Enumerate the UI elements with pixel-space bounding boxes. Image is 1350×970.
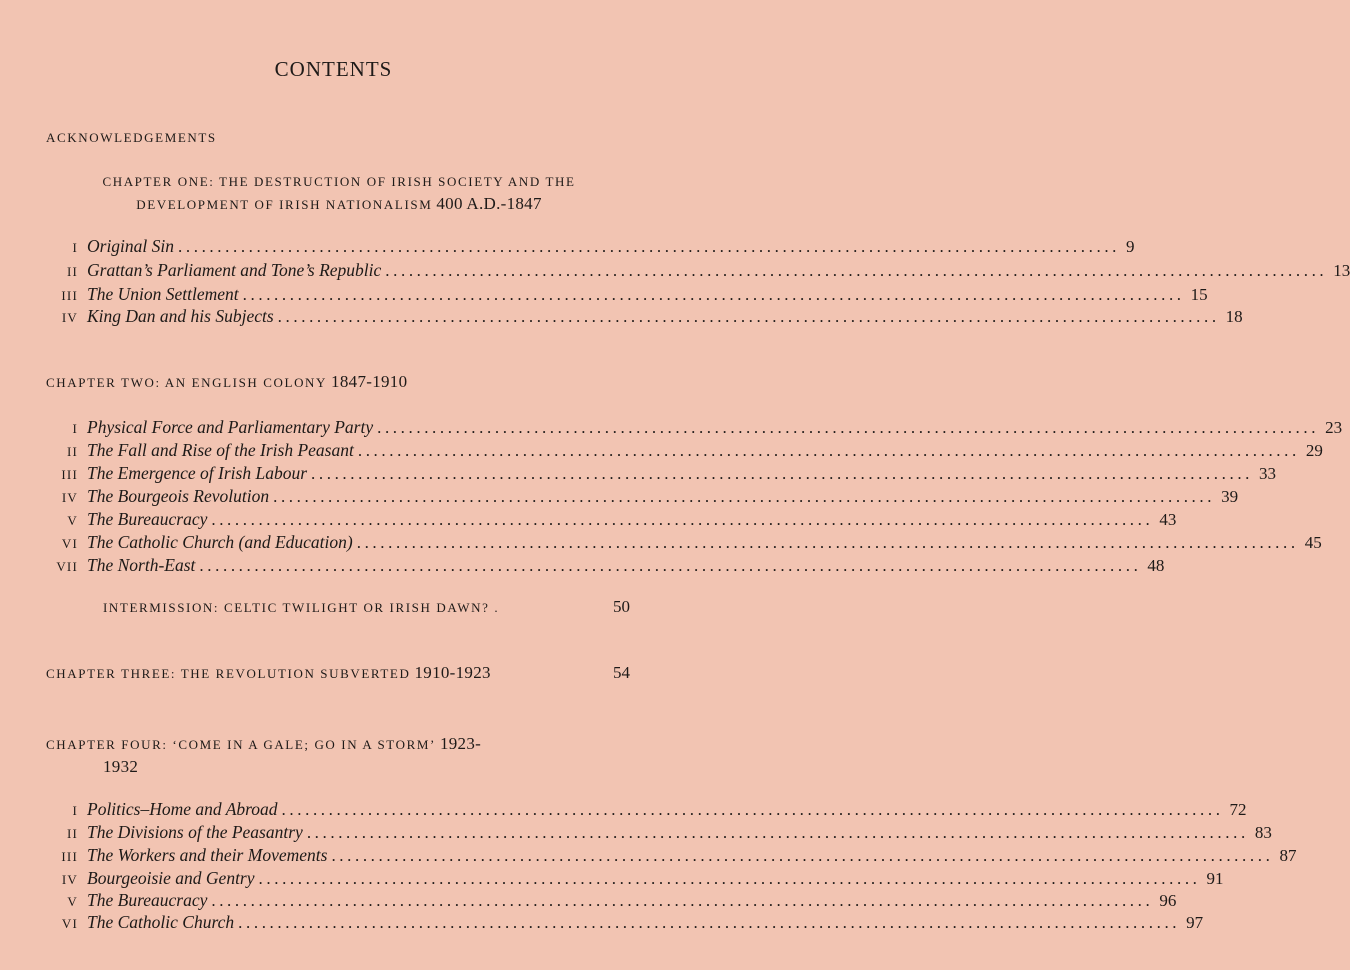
entry-number: I bbox=[72, 421, 78, 436]
toc-entry bbox=[30, 235, 1135, 257]
entry-page: 33 bbox=[1259, 464, 1277, 483]
dot-leader: ........................................................................................................................ bbox=[306, 823, 1249, 842]
entry-page: 9 bbox=[1126, 237, 1135, 256]
toc-entry bbox=[30, 462, 1277, 484]
chapter-one-heading-line2 bbox=[46, 193, 632, 216]
entry-page: 45 bbox=[1304, 533, 1322, 552]
dot-leader: ........................................................................................................................ bbox=[385, 261, 1328, 280]
entry-page: 43 bbox=[1159, 510, 1177, 529]
intermission-title: INTERMISSION: CELTIC TWILIGHT OR IRISH DAWN? . bbox=[103, 600, 500, 615]
entry-number: V bbox=[67, 894, 78, 909]
toc-entry bbox=[30, 508, 1177, 530]
entry-title: The Workers and their Movements bbox=[87, 845, 328, 865]
intermission-page: 50 bbox=[613, 597, 630, 616]
toc-entry bbox=[30, 889, 1177, 911]
entry-title: The Bureaucracy bbox=[87, 890, 208, 910]
toc-entry bbox=[30, 485, 1239, 507]
chapter-one-heading-caps: DEVELOPMENT OF IRISH NATIONALISM bbox=[136, 197, 433, 212]
entry-page: 72 bbox=[1229, 800, 1247, 819]
chapter-two-dates: 1847-1910 bbox=[331, 372, 408, 391]
toc-entry bbox=[30, 416, 1343, 438]
entry-title: The Bureaucracy bbox=[87, 509, 208, 529]
entry-page: 18 bbox=[1225, 307, 1243, 326]
toc-entry bbox=[30, 554, 1165, 576]
toc-entry bbox=[30, 439, 1323, 461]
entry-title: Original Sin bbox=[87, 236, 175, 256]
chapter-four-heading-line2 bbox=[103, 756, 303, 779]
acknowledgements-heading: ACKNOWLEDGEMENTS bbox=[46, 130, 217, 145]
dot-leader: ........................................................................................................................ bbox=[273, 487, 1216, 506]
chapter-three-heading bbox=[46, 662, 607, 685]
dot-leader: ........................................................................................................................ bbox=[377, 418, 1320, 437]
entry-number: II bbox=[66, 264, 78, 279]
entry-number: II bbox=[66, 444, 78, 459]
chapter-two-heading-caps: CHAPTER TWO: AN ENGLISH COLONY bbox=[46, 375, 328, 390]
toc-entry bbox=[30, 911, 1204, 933]
entry-number: VI bbox=[61, 536, 78, 551]
toc-entry bbox=[30, 867, 1224, 889]
entry-number: V bbox=[67, 513, 78, 528]
entry-page: 15 bbox=[1190, 285, 1208, 304]
entry-page: 23 bbox=[1325, 418, 1343, 437]
entry-number: IV bbox=[61, 872, 78, 887]
entry-page: 29 bbox=[1305, 441, 1323, 460]
entry-number: IV bbox=[61, 310, 78, 325]
chapter-four-heading-line1 bbox=[46, 733, 632, 756]
dot-leader: ........................................................................................................................ bbox=[211, 510, 1154, 529]
entry-number: VII bbox=[56, 559, 78, 574]
entry-title: The North-East bbox=[87, 555, 196, 575]
entry-title: The Catholic Church bbox=[87, 912, 235, 932]
chapter-one-heading-line1: CHAPTER ONE: THE DESTRUCTION OF IRISH SOCIETY AND THE bbox=[102, 174, 576, 189]
entry-page: 97 bbox=[1186, 913, 1204, 932]
chapter-four-dates-end: 1932 bbox=[103, 757, 139, 776]
dot-leader: ........................................................................................................................ bbox=[357, 441, 1300, 460]
contents-title: CONTENTS bbox=[274, 57, 393, 81]
toc-entry bbox=[30, 531, 1322, 553]
intermission-entry bbox=[103, 596, 630, 618]
toc-entry bbox=[30, 798, 1247, 820]
entry-page: 83 bbox=[1254, 823, 1272, 842]
toc-entry bbox=[30, 844, 1297, 866]
entry-page: 91 bbox=[1206, 869, 1224, 888]
chapter-three-heading-caps: CHAPTER THREE: THE REVOLUTION SUBVERTED bbox=[46, 666, 411, 681]
entry-number: I bbox=[72, 803, 78, 818]
entry-number: VI bbox=[61, 916, 78, 931]
toc-entry bbox=[30, 259, 1350, 281]
entry-title: Grattan’s Parliament and Tone’s Republic bbox=[87, 260, 382, 280]
dot-leader: ........................................................................................................................ bbox=[277, 307, 1220, 326]
dot-leader: ........................................................................................................................ bbox=[178, 237, 1121, 256]
chapter-four-heading-caps: CHAPTER FOUR: ‘COME IN A GALE; GO IN A STORM’ bbox=[46, 737, 436, 752]
entry-page: 87 bbox=[1279, 846, 1297, 865]
entry-title: Bourgeoisie and Gentry bbox=[87, 868, 255, 888]
entry-title: Politics–Home and Abroad bbox=[87, 799, 278, 819]
entry-title: The Catholic Church (and Education) bbox=[87, 532, 353, 552]
dot-leader: ........................................................................................................................ bbox=[238, 913, 1181, 932]
dot-leader: ........................................................................................................................ bbox=[242, 285, 1185, 304]
entry-page: 48 bbox=[1147, 556, 1165, 575]
entry-title: The Bourgeois Revolution bbox=[87, 486, 270, 506]
chapter-three-dates: 1910-1923 bbox=[414, 663, 491, 682]
chapter-one-dates: 400 A.D.-1847 bbox=[436, 194, 542, 213]
toc-entry bbox=[30, 821, 1272, 843]
entry-number: I bbox=[72, 240, 78, 255]
entry-number: III bbox=[61, 467, 78, 482]
dot-leader: ........................................................................................................................ bbox=[356, 533, 1299, 552]
toc-entry bbox=[30, 283, 1208, 305]
dot-leader: ........................................................................................................................ bbox=[331, 846, 1274, 865]
entry-number: III bbox=[61, 849, 78, 864]
chapter-four-dates-start: 1923- bbox=[439, 734, 482, 753]
dot-leader: ........................................................................................................................ bbox=[211, 891, 1154, 910]
entry-page: 13 bbox=[1333, 261, 1350, 280]
chapter-three-page: 54 bbox=[613, 663, 630, 682]
entry-number: IV bbox=[61, 490, 78, 505]
entry-number: II bbox=[66, 826, 78, 841]
entry-page: 39 bbox=[1221, 487, 1239, 506]
entry-number: III bbox=[61, 288, 78, 303]
entry-title: The Union Settlement bbox=[87, 284, 239, 304]
entry-title: Physical Force and Parliamentary Party bbox=[87, 417, 374, 437]
entry-page: 96 bbox=[1159, 891, 1177, 910]
dot-leader: ........................................................................................................................ bbox=[258, 869, 1201, 888]
chapter-three-entry bbox=[46, 662, 630, 684]
dot-leader: ........................................................................................................................ bbox=[311, 464, 1254, 483]
dot-leader: ........................................................................................................................ bbox=[199, 556, 1142, 575]
toc-entry bbox=[30, 305, 1243, 327]
chapter-two-heading bbox=[46, 371, 632, 394]
entry-title: King Dan and his Subjects bbox=[87, 306, 274, 326]
entry-title: The Emergence of Irish Labour bbox=[87, 463, 308, 483]
entry-title: The Fall and Rise of the Irish Peasant bbox=[87, 440, 354, 460]
dot-leader: ........................................................................................................................ bbox=[281, 800, 1224, 819]
entry-title: The Divisions of the Peasantry bbox=[87, 822, 303, 842]
